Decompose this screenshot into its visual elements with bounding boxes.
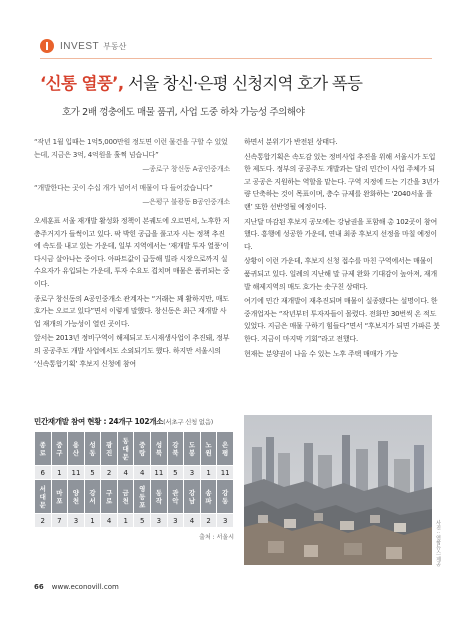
district-count-cell: 5 <box>84 466 101 480</box>
district-count-cell: 1 <box>84 514 101 528</box>
district-count-cell: 11 <box>151 466 168 480</box>
headline-accent: ‘신통 열풍’, <box>40 74 124 93</box>
table-title-note: (서초구 신청 없음) <box>163 418 213 426</box>
table-title-text: 민간재개발 참여 현황 : 24개구 102개소 <box>34 417 164 426</box>
district-count-cell: 11 <box>217 466 234 480</box>
district-name-cell: 양 천 <box>68 480 85 514</box>
quote-1-attribution: —종로구 창신동 A공인중개소 <box>142 165 230 174</box>
district-count-cell: 3 <box>217 514 234 528</box>
right-paragraph: 여기에 민간 재개발이 재추진되며 매물이 실종됐다는 설명이다. 한 중개업자는 “작년부터 투자자들이 몰렸다. 전화만 30번씩 온 적도 있었다. 지금은 매물 구하기 힘들다”면서 “후보지가 되면 가파른 붓 한다. 지금이 마지막 기회”라고 전했다. <box>244 297 440 343</box>
section-logo-icon <box>40 39 54 53</box>
district-name-cell: 강 남 <box>184 480 201 514</box>
district-count-cell: 3 <box>151 514 168 528</box>
quote-2: “개발한다는 곳이 수십 개가 넘어서 매물이 다 들어갔습니다” <box>34 183 213 192</box>
article-column-left <box>34 136 230 372</box>
section-name: INVEST <box>60 40 100 52</box>
district-count-cell: 11 <box>68 466 85 480</box>
table-header-row <box>35 432 234 466</box>
district-name-cell: 서 대 문 <box>35 480 52 514</box>
page-number: 66 <box>34 583 44 591</box>
district-name-cell: 구 로 <box>101 480 118 514</box>
district-name-cell: 노 원 <box>200 432 217 466</box>
district-name-cell: 중 랑 <box>134 432 151 466</box>
district-name-cell: 강 북 <box>167 432 184 466</box>
district-name-cell: 송 파 <box>200 480 217 514</box>
district-name-cell: 은 평 <box>217 432 234 466</box>
district-name-cell: 종 로 <box>35 432 52 466</box>
district-name-cell: 동 작 <box>151 480 168 514</box>
district-count-cell: 1 <box>200 466 217 480</box>
city-skyline-image <box>244 415 432 565</box>
left-paragraph: 앞서는 2013년 정비구역이 해제되고 도시재생사업이 추진돼, 정부의 공공주도 개발 사업에서도 소외되기도 했다. 하지만 서울시의 ‘신속통합기획’ 후보지 신청에 참여 <box>34 334 230 368</box>
headline-rest: 서울 창신·은평 신청지역 호가 폭등 <box>123 74 363 93</box>
district-count-cell: 4 <box>117 466 134 480</box>
district-count-cell: 4 <box>101 514 118 528</box>
header-divider <box>40 58 432 59</box>
page-footer <box>34 583 119 591</box>
article-column-right <box>244 136 440 362</box>
participation-table-box <box>34 416 234 541</box>
quote-2-attribution: —은평구 불광동 B공인중개소 <box>142 198 230 207</box>
district-count-cell: 1 <box>117 514 134 528</box>
district-count-cell: 4 <box>184 514 201 528</box>
district-count-cell: 1 <box>51 466 68 480</box>
section-subname: 부동산 <box>103 41 127 51</box>
district-name-cell: 도 봉 <box>184 432 201 466</box>
table-source: 출처 : 서울시 <box>199 534 234 541</box>
district-count-cell: 5 <box>167 466 184 480</box>
district-name-cell: 마 포 <box>51 480 68 514</box>
site-url: www.econovill.com <box>51 583 119 591</box>
right-paragraph: 신속통합기획은 속도감 있는 정비사업 추진을 위해 서울시가 도입한 제도다. 정부의 공공주도 개발과는 달리 민간이 사업 주체가 되고 공공은 지원하는 역할을 맡는다. 구역 지정에 드는 기간을 3년가량 단축하는 것이 목표이며, 층수 규제를 완화하는 ‘2040서울 플랜’ 또한 선반영될 예정이다. <box>244 152 440 211</box>
left-paragraph: 오세훈표 서울 재개발 활성화 정책이 본궤도에 오르면서, 노후한 저층주거지가 들썩이고 있다. 팍 박힌 공급을 풀고자 시는 정책 추진에 속도를 내고 있는 가운데, 일부 지역에서는 ‘재개발 투자 열풍’이 다시금 살아나는 중이다. 아파트값이 급등해 빌라 시장으로까지 실수요자가 유입되는 가운데, 투자 수요도 겹치며 매물은 품귀되는 중이다. <box>34 216 230 288</box>
district-name-cell: 용 산 <box>68 432 85 466</box>
article-headline <box>40 70 440 94</box>
district-name-cell: 광 진 <box>101 432 118 466</box>
table-value-row <box>35 466 234 480</box>
district-count-cell: 3 <box>167 514 184 528</box>
district-count-cell: 5 <box>134 514 151 528</box>
district-name-cell: 성 동 <box>84 432 101 466</box>
district-name-cell: 중 구 <box>51 432 68 466</box>
district-name-cell: 강 서 <box>84 480 101 514</box>
quote-1: “작년 1월 입때는 1억5,000만원 정도면 이런 물건을 구할 수 있었는데, 지금은 3억, 4억원을 훌쩍 넘습니다” <box>34 138 228 159</box>
table-title <box>34 416 234 427</box>
section-header <box>40 36 126 56</box>
photo-credit: 사진 : 연합뉴스 제공 <box>435 520 441 567</box>
district-count-cell: 2 <box>35 514 52 528</box>
district-name-cell: 강 동 <box>217 480 234 514</box>
right-paragraph: 상황이 이런 가운데, 후보지 신청 접수를 마친 구역에서는 매물이 품귀되고 있다. 일례의 지난해 말 규제 완화 기대감이 높아져, 재개발 해제지역의 매도 호가는 솟구친 상태다. <box>244 257 437 291</box>
district-name-cell: 동 대 문 <box>117 432 134 466</box>
district-count-cell: 2 <box>200 514 217 528</box>
district-name-cell: 관 악 <box>167 480 184 514</box>
district-count-cell: 3 <box>68 514 85 528</box>
right-paragraph: 하면서 분위기가 반전된 상태다. <box>244 138 338 146</box>
left-paragraph: 종로구 창신동의 A공인중개소 관계자는 “거래는 꽤 활하지만, 매도 호가는 오르고 있다”면서 이렇게 말했다. 창신동은 최근 재개발 사업 재개의 가능성이 열린 곳이다. <box>34 294 229 328</box>
participation-table <box>34 431 234 528</box>
city-photo <box>244 415 432 565</box>
table-value-row <box>35 514 234 528</box>
district-name-cell: 영 등 포 <box>134 480 151 514</box>
table-header-row <box>35 480 234 514</box>
district-count-cell: 2 <box>101 466 118 480</box>
district-count-cell: 6 <box>35 466 52 480</box>
right-paragraph: 현재는 분양권이 나올 수 있는 노후 주택 매매가 가능 <box>244 349 399 358</box>
right-paragraph: 지난달 마감된 후보지 공모에는 강남권을 포함해 총 102곳이 참여했다. 흥행에 성공한 가운데, 연내 최종 후보지 선정을 마칠 예정이다. <box>244 217 438 251</box>
district-count-cell: 7 <box>51 514 68 528</box>
district-name-cell: 성 북 <box>151 432 168 466</box>
article-subhead: 호가 2배 껑충에도 매물 품귀, 사업 도중 하차 가능성 주의해야 <box>62 107 305 118</box>
district-count-cell: 4 <box>134 466 151 480</box>
district-count-cell: 3 <box>184 466 201 480</box>
district-name-cell: 금 천 <box>117 480 134 514</box>
